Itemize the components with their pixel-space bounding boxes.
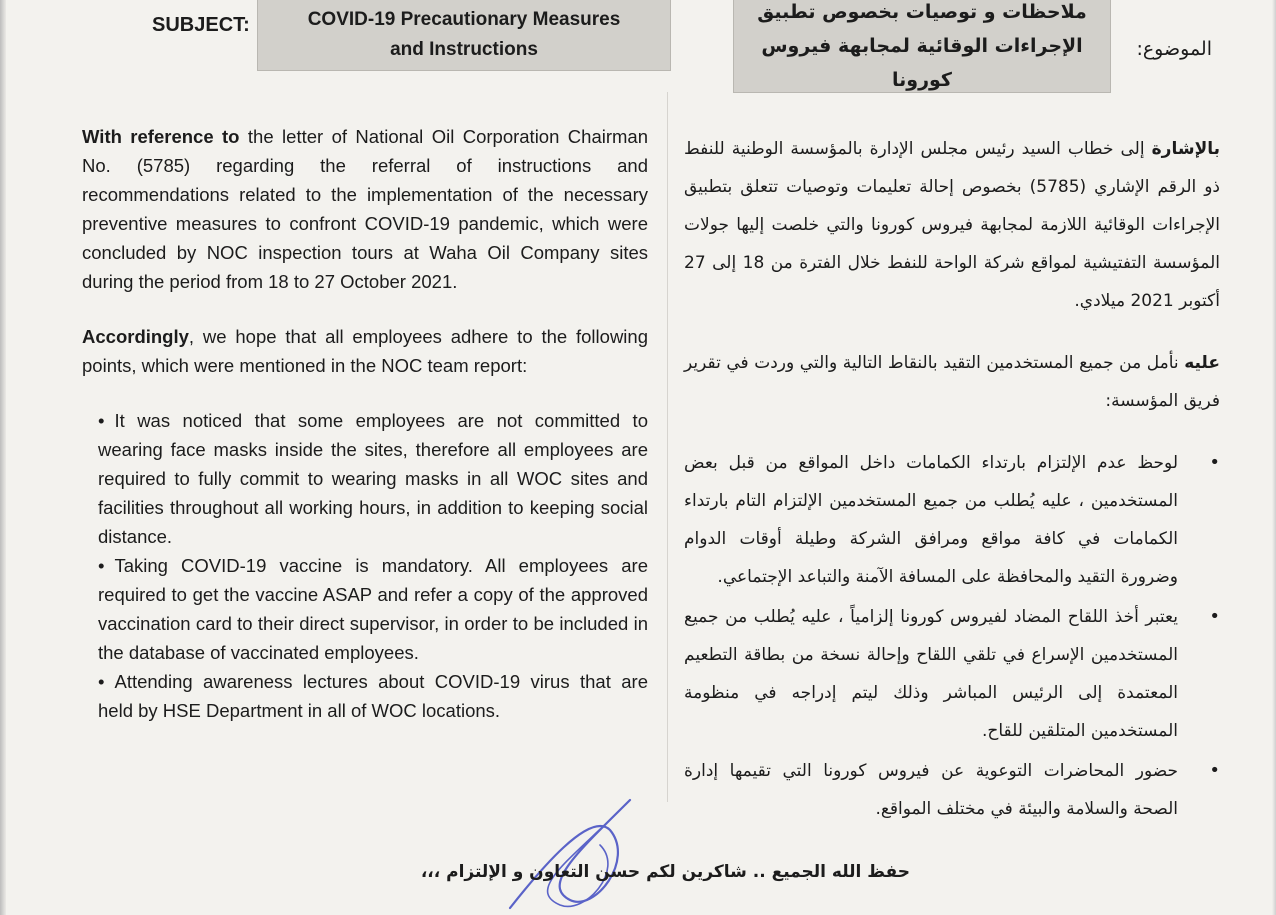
signature-icon (420, 790, 720, 915)
subject-label: SUBJECT: (152, 14, 250, 36)
arabic-bullet-item (684, 598, 1220, 750)
bullet-icon: • (1209, 452, 1220, 473)
english-bullet-item (98, 406, 648, 551)
arabic-accordingly-body: نأمل من جميع المستخدمين التقيد بالنقاط التالية والتي وردت في تقرير فريق المؤسسة: (684, 353, 1220, 411)
page-left-edge (0, 0, 6, 915)
page-right-edge (1272, 0, 1276, 915)
english-paragraph-accordingly (82, 322, 648, 380)
english-accordingly-body: , we hope that all employees adhere to the following points, which were mentioned in the NOC team report: (82, 326, 648, 376)
english-bullet-item (98, 551, 648, 667)
english-column (82, 122, 648, 725)
arabic-paragraph-accordingly (684, 344, 1220, 420)
arabic-paragraph-reference (684, 130, 1220, 320)
english-bullet-text: It was noticed that some employees are not committed to wearing face masks inside the sites, therefore all employees are required to fully commit to wearing masks in all WOC sites and facilities throughout all working hours, in addition to keeping social distance. (98, 410, 648, 547)
subject-title: COVID-19 Precautionary Measures and Instructions (307, 9, 621, 60)
arabic-column (684, 130, 1220, 830)
bullet-icon: • (98, 410, 105, 431)
english-bullet-item (98, 667, 648, 725)
arabic-bullet-item (684, 444, 1220, 596)
bullet-icon: • (1209, 760, 1220, 781)
arabic-subject-title-box (733, 0, 1111, 93)
arabic-bullet-item (684, 752, 1220, 828)
column-divider (667, 92, 668, 802)
arabic-accordingly-lead: عليه (1184, 353, 1220, 373)
english-reference-lead: With reference to (82, 126, 240, 147)
arabic-bullet-text: يعتبر أخذ اللقاح المضاد لفيروس كورونا إلزامياً ، عليه يُطلب من جميع المستخدمين الإسراع في تلقي اللقاح وإحالة نسخة من بطاقة التطعيم المعتمدة إلى الرئيس المباشر وذلك ليتم إدراجه في منظومة المستخدمين المتلقين للقاح. (684, 607, 1178, 741)
english-paragraph-reference (82, 122, 648, 296)
bullet-icon: • (98, 671, 105, 692)
arabic-bullet-list (684, 444, 1220, 828)
arabic-reference-lead: بالإشارة (1151, 139, 1220, 159)
arabic-subject-title: ملاحظات و توصيات بخصوص تطبيق الإجراءات الوقائية لمجابهة فيروس كورونا (757, 1, 1087, 91)
arabic-bullet-text: لوحظ عدم الإلتزام بارتداء الكمامات داخل المواقع من قبل بعض المستخدمين ، عليه يُطلب من جميع المستخدمين الإلتزام التام بارتداء الكمامات في كافة مواقع ومرافق الشركة وطيلة أوقات الدوام وضرورة التقيد والمحافظة على المسافة الآمنة والتباعد الإجتماعي. (684, 453, 1178, 587)
english-reference-body: the letter of National Oil Corporation Chairman No. (5785) regarding the referral of instructions and recommendations related to the implementation of the necessary preventive measures to confront COVID-19 pandemic, which were concluded by NOC inspection tours at Waha Oil Company sites during the period from 18 to 27 October 2021. (82, 126, 648, 292)
closing-line: حفظ الله الجميع .. شاكرين لكم حسن التعاون و الإلتزام ،،، (420, 862, 910, 882)
english-accordingly-lead: Accordingly (82, 326, 189, 347)
english-bullet-text: Attending awareness lectures about COVID-19 virus that are held by HSE Department in all of WOC locations. (98, 671, 648, 721)
bullet-icon: • (98, 555, 105, 576)
bullet-icon: • (1209, 606, 1220, 627)
english-bullet-list (82, 406, 648, 725)
arabic-reference-body: إلى خطاب السيد رئيس مجلس الإدارة بالمؤسسة الوطنية للنفط ذو الرقم الإشاري (5785) بخصوص إحالة تعليمات وتوصيات تتعلق بتطبيق الإجراءات الوقائية اللازمة لمجابهة فيروس كورونا والتي خلصت إليها جولات المؤسسة التفتيشية لمواقع شركة الواحة للنفط خلال الفترة من 18 إلى 27 أكتوبر 2021 ميلادي. (684, 139, 1220, 311)
english-bullet-text: Taking COVID-19 vaccine is mandatory. All employees are required to get the vaccine ASAP and refer a copy of the approved vaccination card to their direct supervisor, in order to be included in the database of vaccinated employees. (98, 555, 648, 663)
arabic-bullet-text: حضور المحاضرات التوعوية عن فيروس كورونا التي تقيمها إدارة الصحة والسلامة والبيئة في مختلف المواقع. (684, 761, 1178, 819)
arabic-subject-label: الموضوع: (1136, 38, 1212, 60)
subject-title-box (257, 0, 671, 71)
